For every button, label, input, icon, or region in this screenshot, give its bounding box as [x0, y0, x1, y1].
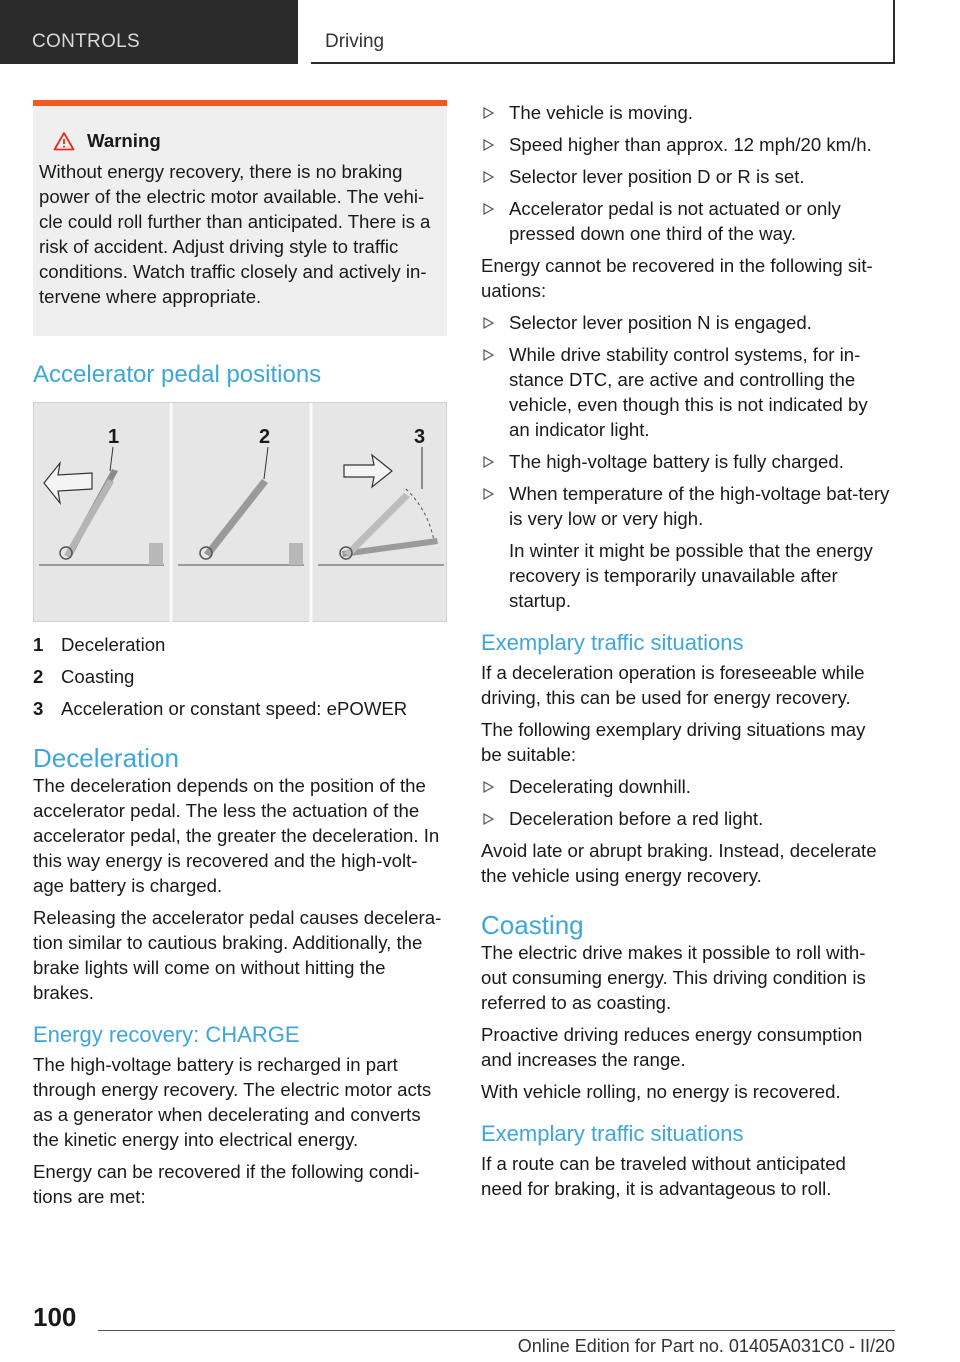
traffic-paragraph: If a route can be traveled without anticipated need for braking, it is advantageous to roll. — [481, 1153, 846, 1199]
label-2: 2 — [259, 426, 271, 448]
legend-item — [33, 664, 447, 689]
deceleration-paragraph: Releasing the accelerator pedal causes decelera-tion similar to cautious braking. Additionally, the brake lights will come on without hitting the brakes. — [33, 907, 442, 1003]
traffic-paragraph: Avoid late or abrupt braking. Instead, decelerate the vehicle using energy recovery. — [481, 840, 877, 886]
bullet-triangle-icon — [482, 317, 494, 329]
energy-recovery-paragraph: Energy can be recovered if the following condi-tions are met: — [33, 1161, 420, 1207]
exceptions-note: In winter it might be possible that the energy recovery is temporarily unavailable after startup. — [509, 540, 873, 611]
traffic-paragraph: If a deceleration operation is foreseeable while driving, this can be used for energy recovery. — [481, 662, 865, 708]
list-item — [481, 164, 891, 189]
panel-deceleration — [39, 426, 164, 565]
list-item — [481, 774, 891, 799]
panel-acceleration — [318, 426, 444, 565]
legend-number: 2 — [33, 666, 44, 687]
list-item — [481, 806, 891, 831]
list-item-text: The vehicle is moving. — [509, 102, 693, 123]
list-item — [481, 449, 891, 474]
bullet-triangle-icon — [482, 349, 494, 361]
bullet-triangle-icon — [482, 488, 494, 500]
conditions-list — [481, 100, 891, 246]
warning-title: Warning — [87, 130, 161, 151]
list-item — [481, 196, 891, 246]
footer-edition: Online Edition for Part no. 01405A031C0 - II/20 — [517, 1336, 895, 1356]
list-item — [481, 342, 891, 442]
pedal-positions-figure — [33, 402, 447, 622]
panel-coasting — [178, 426, 304, 565]
list-item-text: The high-voltage battery is fully charged. — [509, 451, 844, 472]
list-item-text: Selector lever position D or R is set. — [509, 166, 805, 187]
legend-number: 1 — [33, 634, 44, 655]
list-item — [481, 132, 891, 157]
list-item-text: Deceleration before a red light. — [509, 808, 764, 829]
deceleration-paragraph: The deceleration depends on the position of the accelerator pedal. The less the actuation of the accelerator pedal, the greater the deceleration. In this way energy is recovered and the high-volt-age battery is charged. — [33, 775, 440, 896]
traffic-situations-heading: Exemplary traffic situations — [481, 1121, 744, 1146]
energy-recovery-paragraph: The high-voltage battery is recharged in part through energy recovery. The electric motor acts as a generator when decelerating and converts the kinetic energy into electrical energy. — [33, 1054, 432, 1150]
coasting-paragraph: Proactive driving reduces energy consumption and increases the range. — [481, 1024, 863, 1070]
coasting-paragraph: The electric drive makes it possible to roll with-out consuming energy. This driving condition is referred to as coasting. — [481, 942, 866, 1013]
warning-text: Without energy recovery, there is no braking power of the electric motor available. The vehi-cle could roll further than anticipated. There is a risk of accident. Adjust driving style to traffic conditions. Watch traffic closely and actively in-tervene where appropriate. — [39, 161, 431, 307]
bullet-triangle-icon — [482, 456, 494, 468]
exceptions-list — [481, 310, 891, 531]
list-item — [481, 481, 891, 531]
chapter-tab — [311, 0, 895, 64]
bullet-triangle-icon — [482, 781, 494, 793]
legend-number: 3 — [33, 698, 44, 719]
exceptions-intro: Energy cannot be recovered in the following sit-uations: — [481, 255, 873, 301]
bullet-triangle-icon — [482, 139, 494, 151]
label-1: 1 — [108, 426, 120, 448]
bullet-triangle-icon — [482, 107, 494, 119]
bullet-triangle-icon — [482, 203, 494, 215]
chapter-title: Driving — [325, 31, 385, 52]
traffic-list — [481, 774, 891, 831]
traffic-paragraph: The following exemplary driving situations may be suitable: — [481, 719, 866, 765]
legend-item — [33, 696, 447, 721]
energy-recovery-heading: Energy recovery: CHARGE — [33, 1022, 300, 1047]
bullet-triangle-icon — [482, 813, 494, 825]
list-item-text: When temperature of the high-voltage bat-tery is very low or very high. — [509, 483, 890, 529]
coasting-paragraph: With vehicle rolling, no energy is recovered. — [481, 1081, 841, 1102]
deceleration-heading: Deceleration — [33, 743, 179, 773]
legend-text: Coasting — [61, 666, 135, 687]
list-item — [481, 100, 891, 125]
list-item-text: Selector lever position N is engaged. — [509, 312, 812, 333]
section-title: CONTROLS — [32, 31, 140, 52]
pedal-illustration — [34, 403, 448, 623]
list-item-text: Speed higher than approx. 12 mph/20 km/h. — [509, 134, 872, 155]
coasting-heading: Coasting — [481, 910, 584, 940]
footer-divider — [98, 1330, 895, 1331]
page-number: 100 — [33, 1302, 77, 1332]
list-item-text: Decelerating downhill. — [509, 776, 691, 797]
legend-text: Acceleration or constant speed: ePOWER — [61, 698, 408, 719]
right-column — [481, 100, 891, 1208]
list-item-text: Accelerator pedal is not actuated or only pressed down one third of the way. — [509, 198, 841, 244]
warning-box — [33, 100, 447, 336]
traffic-situations-heading: Exemplary traffic situations — [481, 630, 744, 655]
label-3: 3 — [414, 426, 426, 448]
legend-item — [33, 632, 447, 657]
pedal-positions-heading: Accelerator pedal positions — [33, 361, 322, 388]
warning-header — [39, 128, 439, 153]
legend-text: Deceleration — [61, 634, 166, 655]
section-tab — [0, 0, 298, 64]
list-item-text: While drive stability control systems, for in-stance DTC, are active and controlling the vehicle, even though this is not indicated by an indicator light. — [509, 344, 868, 440]
bullet-triangle-icon — [482, 171, 494, 183]
left-column — [33, 100, 447, 1216]
warning-triangle-icon — [53, 131, 75, 151]
list-item — [481, 310, 891, 335]
